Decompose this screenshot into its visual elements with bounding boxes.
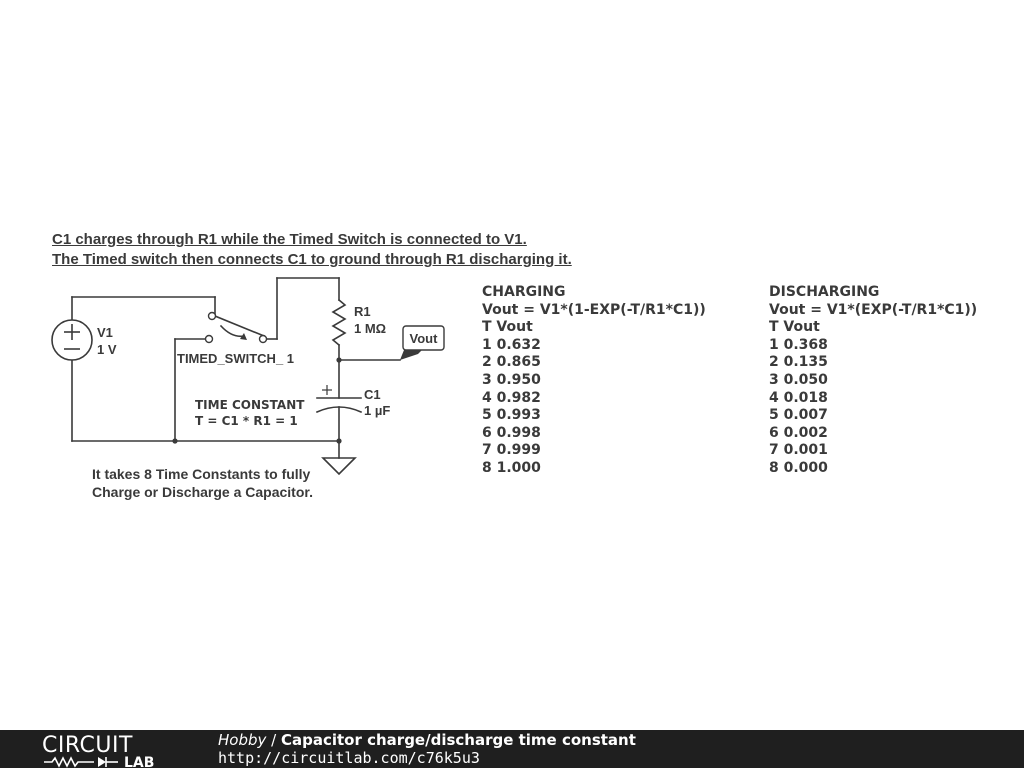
footer-title	[218, 731, 636, 749]
ground-symbol	[323, 458, 355, 474]
discharging-header: T Vout	[769, 319, 820, 336]
charging-table	[482, 284, 706, 478]
charging-row: 4 0.982	[482, 389, 541, 406]
circuitlab-logo[interactable]	[42, 732, 182, 768]
r1-value: 1 MΩ	[354, 321, 387, 336]
footer-circuit-title: Capacitor charge/discharge time constant	[280, 731, 636, 749]
discharging-row: 5 0.007	[769, 407, 828, 424]
discharging-row: 7 0.001	[769, 442, 828, 459]
note-bottom-2: Charge or Discharge a Capacitor.	[92, 484, 313, 500]
junction-switch-ground	[172, 438, 177, 443]
c1-value: 1 µF	[364, 403, 391, 418]
switch-contact-ground	[206, 336, 213, 343]
logo-resistor-icon	[44, 758, 94, 766]
discharging-row: 8 0.000	[769, 459, 828, 476]
switch-contact-common	[209, 313, 216, 320]
discharging-row: 4 0.018	[769, 389, 828, 406]
logo-bottom-text: LAB	[124, 755, 155, 768]
charging-formula: Vout = V1*(1-EXP(-T/R1*C1))	[482, 301, 706, 318]
time-constant-formula: T = C1 * R1 = 1	[195, 414, 298, 428]
footer-bar	[0, 730, 1024, 768]
switch-contact-v1	[260, 336, 267, 343]
r1-name: R1	[354, 304, 371, 319]
probe-arrow-icon	[400, 350, 422, 360]
charging-header: T Vout	[482, 319, 533, 336]
discharging-formula: Vout = V1*(EXP(-T/R1*C1))	[769, 301, 978, 318]
charging-row: 2 0.865	[482, 354, 541, 371]
v1-name: V1	[97, 325, 113, 340]
discharging-row: 1 0.368	[769, 336, 828, 353]
junction-vout	[336, 357, 341, 362]
r1-resistor	[333, 300, 345, 345]
footer-separator: /	[266, 731, 281, 749]
discharging-row: 3 0.050	[769, 371, 828, 388]
footer-url-link[interactable]: http://circuitlab.com/c76k5u3	[218, 749, 480, 767]
logo-diode-icon	[98, 757, 106, 767]
c1-name: C1	[364, 387, 381, 402]
note-line-2: The Timed switch then connects C1 to ground through R1 discharging it.	[52, 251, 572, 268]
junction-ground	[336, 438, 341, 443]
discharging-title: DISCHARGING	[769, 284, 880, 300]
charging-row: 7 0.999	[482, 442, 541, 459]
note-bottom-1: It takes 8 Time Constants to fully	[92, 466, 311, 482]
discharging-table	[769, 284, 977, 478]
switch-blade	[215, 316, 264, 336]
discharging-row: 2 0.135	[769, 354, 828, 371]
charging-row: 6 0.998	[482, 424, 541, 441]
footer-category-link[interactable]: Hobby	[218, 731, 267, 749]
time-constant-title: TIME CONSTANT	[195, 398, 305, 412]
vout-probe-label: Vout	[409, 331, 438, 346]
logo-top-text: CIRCUIT	[42, 733, 133, 758]
switch-label: TIMED_SWITCH_ 1	[177, 351, 295, 366]
switch-arc	[221, 326, 244, 336]
discharging-row: 6 0.002	[769, 424, 828, 441]
charging-row: 3 0.950	[482, 371, 541, 388]
charging-title: CHARGING	[482, 284, 566, 300]
charging-row: 8 1.000	[482, 459, 541, 476]
note-line-1: C1 charges through R1 while the Timed Switch is connected to V1.	[52, 231, 527, 248]
charging-row: 5 0.993	[482, 407, 541, 424]
charging-row: 1 0.632	[482, 336, 541, 353]
v1-value: 1 V	[97, 342, 117, 357]
